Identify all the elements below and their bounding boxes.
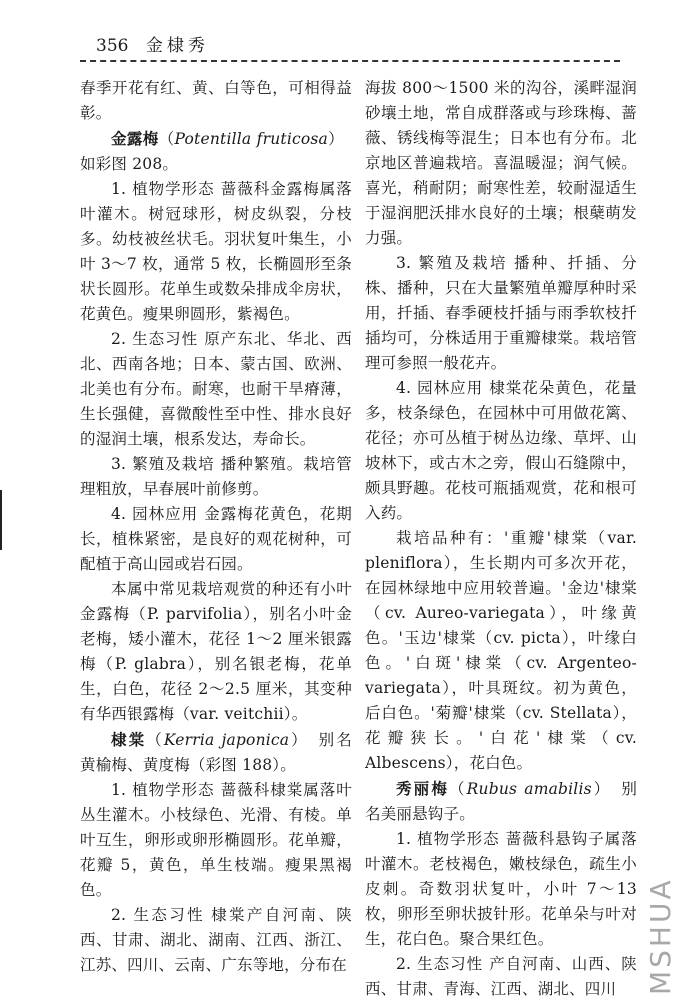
section-paragraph bbox=[80, 177, 352, 327]
section-text: 产自河南、山西、陕西、甘肃、青海、江西、湖北、四川 bbox=[365, 955, 637, 998]
header-rule bbox=[80, 60, 620, 62]
section-text: 棣棠花朵黄色，花量多，枝条绿色，在园林中可用做花篱、花径；亦可丛植于树丛边缘、草坪、山坡林下，或古木之旁，假山石缝隙中，颇具野趣。花枝可瓶插观赏，花和根可入药。 bbox=[365, 379, 637, 522]
right-column bbox=[365, 76, 637, 1002]
species-note: 别名黄榆梅、黄度梅（彩图 188）。 bbox=[80, 731, 352, 774]
section-paragraph bbox=[365, 952, 637, 1002]
section-label: 2. 生态习性 bbox=[111, 906, 206, 924]
section-label: 3. 繁殖及栽培 bbox=[396, 254, 508, 272]
section-label: 4. 园林应用 bbox=[111, 505, 199, 523]
left-column bbox=[80, 76, 352, 978]
edge-mark bbox=[0, 490, 2, 550]
species-name: 金露梅 bbox=[111, 129, 159, 148]
section-text: 棣棠产自河南、陕西、甘肃、湖北、湖南、江西、浙江、江苏、四川、云南、广东等地，分布在 bbox=[80, 906, 352, 974]
species-heading: 秀丽梅（Rubus amabilis） 别名美丽悬钩子。 bbox=[365, 779, 638, 823]
section-label: 1. 植物学形态 bbox=[111, 781, 215, 799]
section-label: 4. 园林应用 bbox=[396, 379, 484, 397]
page-header bbox=[96, 34, 209, 58]
section-paragraph bbox=[80, 327, 352, 452]
section-paragraph bbox=[365, 376, 637, 526]
species-heading: 金露梅（Potentilla fruticosa） 如彩图 208。 bbox=[80, 129, 352, 173]
watermark: MSHUA bbox=[644, 877, 677, 995]
section-paragraph bbox=[80, 903, 352, 978]
paragraph-continued: 海拔 800～1500 米的沟谷，溪畔湿润砂壤土地，常自成群落或与珍珠梅、蔷薇、锈线梅等混生；日本也有分布。北京地区普遍栽培。喜温暖湿；润气候。喜光，稍耐阴；耐寒性差，较耐湿适生于湿润肥沃排水良好的土壤；根蘖萌发力强。 bbox=[365, 79, 637, 247]
section-label: 3. 繁殖及栽培 bbox=[111, 455, 215, 473]
paragraph-continued: 春季开花有红、黄、白等色，可相得益彰。 bbox=[80, 79, 352, 122]
latin-name: Kerria japonica bbox=[163, 731, 290, 749]
paragraph: 本属中常见栽培观赏的种还有小叶金露梅（P. parvifolia），别名小叶金老梅，矮小灌木，花径 1～2 厘米银露梅（P. glabra），别名银老梅，花单生，白色，花径 2～2.5 厘米，其变种有华西银露梅（var. veitchii）。 bbox=[80, 580, 352, 723]
section-text: 播种繁殖。栽培管理粗放，早春展叶前修剪。 bbox=[80, 455, 352, 498]
species-note: 别名美丽悬钩子。 bbox=[365, 780, 638, 823]
section-label: 2. 生态习性 bbox=[111, 330, 199, 348]
section-text: 金露梅花黄色，花期长，植株紧密，是良好的观花树种，可配植于高山园或岩石园。 bbox=[80, 505, 352, 573]
species-name: 秀丽梅 bbox=[396, 779, 449, 798]
section-label: 2. 生态习性 bbox=[396, 955, 484, 973]
section-text: 蔷薇科金露梅属落叶灌木。树冠球形，树皮纵裂，分枝多。幼枝被丝状毛。羽状复叶集生，小叶 3～7 枚，通常 5 枚，长椭圆形至条状长圆形。花单生或数朵排成伞房状，花黄色。瘦果卵圆形，紫褐色。 bbox=[80, 180, 352, 323]
page-number: 356 bbox=[96, 36, 129, 56]
section-text: 原产东北、华北、西北、西南各地；日本、蒙古国、欧洲、北美也有分布。耐寒，也耐干旱瘠薄，生长强健，喜微酸性至中性、排水良好的湿润土壤，根系发达，寿命长。 bbox=[80, 330, 352, 448]
section-label: 1. 植物学形态 bbox=[396, 830, 500, 848]
section-text: 蔷薇科悬钩子属落叶灌木。老枝褐色，嫩枝绿色，疏生小皮刺。奇数羽状复叶，小叶 7～13 枚，卵形至卵状披针形。花单朵与叶对生，花白色。聚合果红色。 bbox=[365, 830, 637, 948]
paragraph: 栽培品种有：'重瓣'棣棠（var. pleniflora），生长期内可多次开花，在园林绿地中应用较普遍。'金边'棣棠（cv. Aureo-variegata），叶缘黄色。'玉边'棣棠（cv. picta），叶缘白色。'白斑'棣棠（cv. Argenteo-variegata），叶具斑纹。初为黄色，后白色。'菊瓣'棣棠（cv. Stellata），花瓣狭长。'白花'棣棠（cv. Albescens），花白色。 bbox=[365, 529, 637, 772]
section-paragraph bbox=[80, 502, 352, 577]
section-text: 蔷薇科棣棠属落叶丛生灌木。小枝绿色、光滑、有棱。单叶互生，卵形或卵形椭圆形。花单瓣，花瓣 5，黄色，单生枝端。瘦果黑褐色。 bbox=[80, 781, 352, 899]
section-text: 播种、扦插、分株、播种，只在大量繁殖单瓣厚种时采用，扦插、春季硬枝扦插与雨季软枝扦插均可，分株适用于重瓣棣棠。栽培管理可参照一般花卉。 bbox=[365, 254, 637, 372]
species-note: 如彩图 208。 bbox=[80, 130, 352, 173]
latin-name: Potentilla fruticosa bbox=[174, 130, 328, 148]
species-name: 棣棠 bbox=[111, 730, 147, 749]
latin-name: Rubus amabilis bbox=[466, 780, 592, 798]
book-title: 金棣秀 bbox=[145, 36, 209, 56]
section-paragraph bbox=[365, 827, 637, 952]
section-paragraph bbox=[80, 452, 352, 502]
section-paragraph bbox=[80, 778, 352, 903]
species-heading: 棣棠（Kerria japonica） 别名黄榆梅、黄度梅（彩图 188）。 bbox=[80, 730, 352, 774]
section-label: 1. 植物学形态 bbox=[111, 180, 215, 198]
section-paragraph bbox=[365, 251, 637, 376]
